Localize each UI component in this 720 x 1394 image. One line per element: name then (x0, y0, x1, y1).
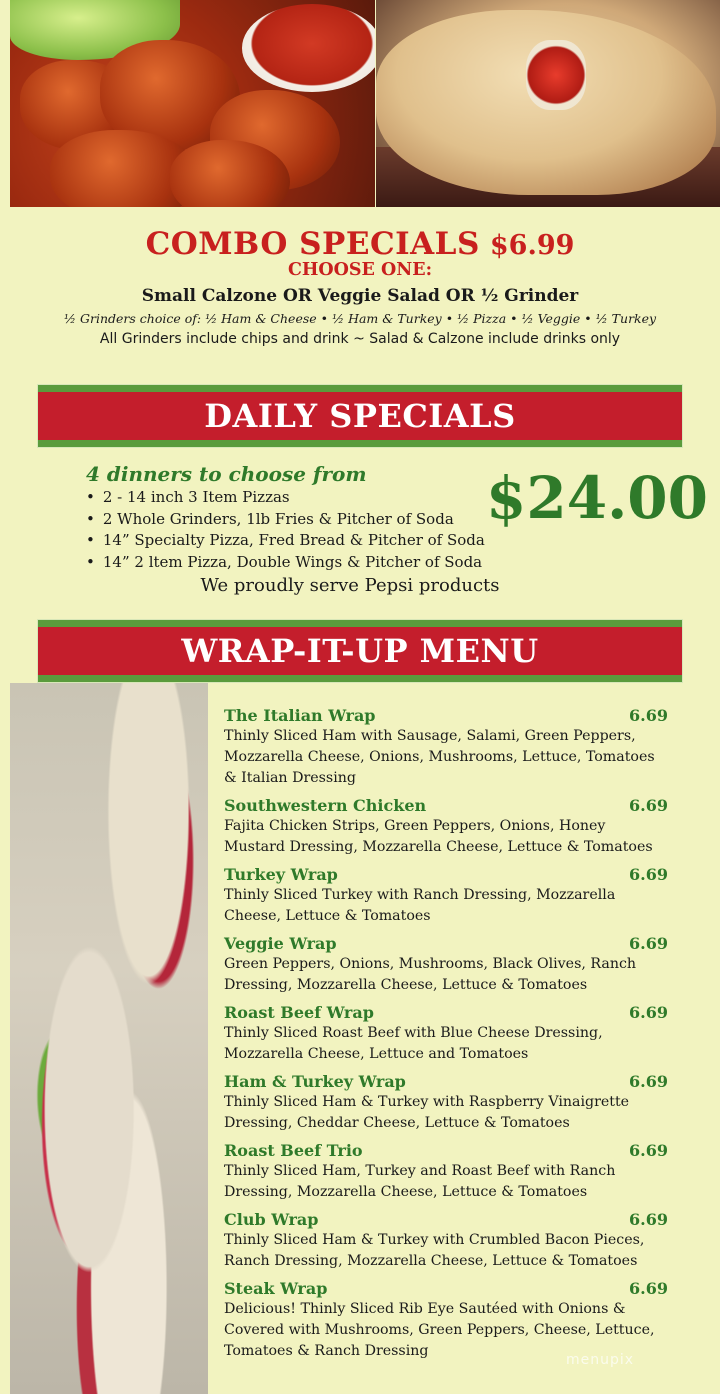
wrap-menu-banner (38, 620, 682, 682)
wrap-name: Veggie Wrap (224, 934, 337, 953)
combo-grinder-choices: ½ Grinders choice of: ½ Ham & Cheese • ½ Ham & Turkey • ½ Pizza • ½ Veggie • ½ Turkey (63, 311, 657, 326)
combo-title: COMBO SPECIALS (145, 226, 480, 262)
wrap-item-southwestern-chicken (224, 795, 670, 858)
wrap-description: Green Peppers, Onions, Mushrooms, Black Olives, Ranch Dressing, Mozzarella Cheese, Lettuce & Tomatoes (224, 956, 637, 993)
wings-photo (10, 0, 375, 207)
daily-specials-banner (38, 385, 682, 447)
daily-intro: 4 dinners to choose from (86, 462, 367, 486)
calzone-photo (376, 0, 720, 207)
wrap-item-ham-turkey (224, 1071, 670, 1134)
daily-item: • 14” Specialty Pizza, Fred Bread & Pitcher of Soda (86, 530, 485, 552)
wrap-description: Thinly Sliced Roast Beef with Blue Cheese Dressing, Mozzarella Cheese, Lettuce and Tomatoes (224, 1025, 603, 1062)
daily-item: • 2 Whole Grinders, 1lb Fries & Pitcher of Soda (86, 509, 485, 531)
wrap-menu-title: WRAP-IT-UP MENU (181, 632, 539, 670)
calzone-filling (526, 40, 586, 110)
daily-item: • 14” 2 ltem Pizza, Double Wings & Pitcher of Soda (86, 552, 485, 574)
wrap-description: Thinly Sliced Ham & Turkey with Crumbled Bacon Pieces, Ranch Dressing, Mozzarella Cheese, Lettuce & Tomatoes (224, 1232, 645, 1269)
wrap-item-steak (224, 1278, 670, 1362)
wrap-name: Southwestern Chicken (224, 796, 427, 815)
wrap-description: Thinly Sliced Ham & Turkey with Raspberry Vinaigrette Dressing, Cheddar Cheese, Lettuce & Tomatoes (224, 1094, 630, 1131)
wrap-item-italian (224, 705, 670, 789)
wrap-price: 6.69 (629, 1279, 668, 1298)
wrap-menu-list (224, 705, 670, 1368)
wrap-description: Fajita Chicken Strips, Green Peppers, Onions, Honey Mustard Dressing, Mozzarella Cheese, Lettuce & Tomatoes (224, 818, 653, 855)
wrap-description: Thinly Sliced Turkey with Ranch Dressing, Mozzarella Cheese, Lettuce & Tomatoes (224, 887, 616, 924)
wrap-price: 6.69 (629, 934, 668, 953)
wraps-photo (10, 683, 208, 1394)
daily-specials-title: DAILY SPECIALS (204, 397, 516, 435)
wrap-item-club (224, 1209, 670, 1272)
wrap-price: 6.69 (629, 1072, 668, 1091)
wrap-name: The Italian Wrap (224, 706, 376, 725)
wrap-name: Steak Wrap (224, 1279, 328, 1298)
daily-specials-list (86, 487, 485, 573)
watermark: menupix (566, 1352, 635, 1368)
wrap-item-roast-beef-trio (224, 1140, 670, 1203)
wrap-description: Thinly Sliced Ham with Sausage, Salami, Green Peppers, Mozzarella Cheese, Onions, Mushrooms, Lettuce, Tomatoes & Italian Dressing (224, 728, 655, 786)
wrap-item-roast-beef (224, 1002, 670, 1065)
daily-item: • 2 - 14 inch 3 Item Pizzas (86, 487, 485, 509)
wrap-price: 6.69 (629, 1141, 668, 1160)
wrap-price: 6.69 (629, 706, 668, 725)
wrap-price: 6.69 (629, 796, 668, 815)
wrap-price: 6.69 (629, 1210, 668, 1229)
wrap-name: Turkey Wrap (224, 865, 338, 884)
wrap-description: Thinly Sliced Ham, Turkey and Roast Beef with Ranch Dressing, Mozzarella Cheese, Lettuce & Tomatoes (224, 1163, 616, 1200)
wrap-name: Roast Beef Trio (224, 1141, 363, 1160)
wrap-name: Roast Beef Wrap (224, 1003, 374, 1022)
daily-price: $24.00 (486, 464, 708, 532)
wrap-name: Club Wrap (224, 1210, 319, 1229)
wrap-description: Delicious! Thinly Sliced Rib Eye Sautéed with Onions & Covered with Mushrooms, Green Peppers, Cheese, Lettuce, Tomatoes & Ranch Dressing (224, 1301, 655, 1359)
combo-note: All Grinders include chips and drink ~ Salad & Calzone include drinks only (99, 331, 621, 347)
dipping-sauce (242, 4, 375, 92)
pepsi-note: We proudly serve Pepsi products (200, 575, 500, 596)
combo-choose: CHOOSE ONE: (287, 260, 433, 280)
wrap-price: 6.69 (629, 865, 668, 884)
wrap-item-turkey (224, 864, 670, 927)
combo-options: Small Calzone OR Veggie Salad OR ½ Grinder (141, 286, 579, 306)
wrap-item-veggie (224, 933, 670, 996)
wrap-name: Ham & Turkey Wrap (224, 1072, 406, 1091)
wrap-price: 6.69 (629, 1003, 668, 1022)
combo-price: $6.99 (489, 230, 575, 261)
